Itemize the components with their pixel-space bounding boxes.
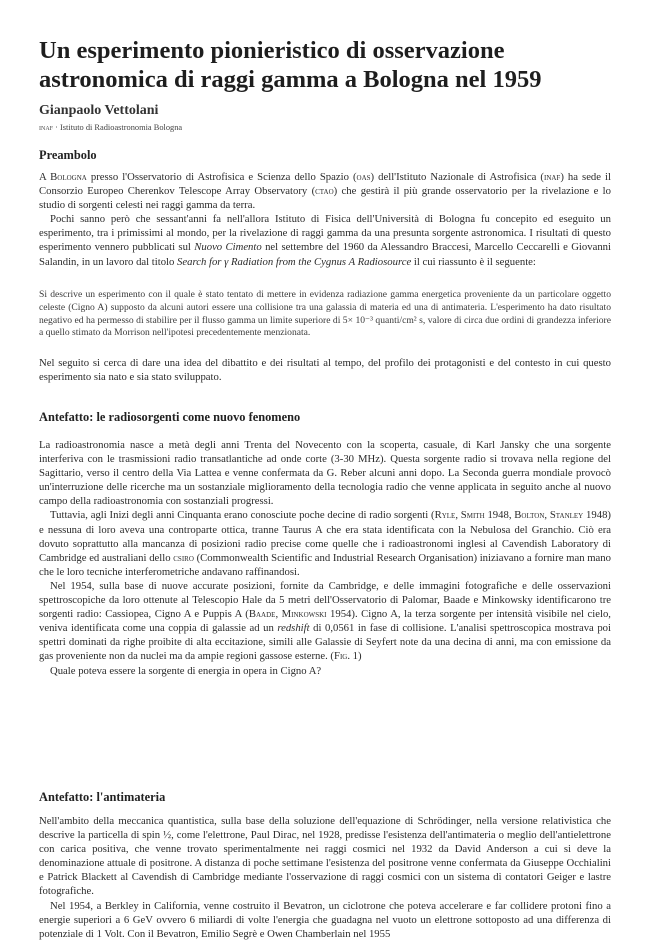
section-heading-antimateria: Antefatto: l'antimateria [39,790,166,804]
text-run: ) ha sede il Consorzio Europeo Cherenkov Telescope Array Observatory ( [39,171,611,198]
text-run: nel settembre del 1960 da Alessandro Braccesi, Marcello Ceccarelli e Giovanni Salandin, in un lavoro dal titolo [39,241,611,268]
text-run: Tuttavia, agli Inizi degli anni Cinquanta erano conosciute poche decine di radio sorgenti ( [50,509,435,522]
author-name: Gianpaolo Vettolani [39,103,159,118]
section-heading-radiosorgenti: Antefatto: le radiosorgenti come nuovo fenomeno [39,410,301,424]
text-run: 1954). Cigno A, la terza sorgente per intensità visibile nel cielo, veniva identificata come una coppia di galassie ad un [39,608,611,635]
section-heading-preambolo: Preambolo [39,148,97,162]
antimateria-body [39,814,611,941]
text-run: 1948) e nessuna di loro aveva una controparte ottica, tranne Taurus A che era stata identificata con la Nebulosa del Granchio. Ciò era dovuto soprattutto alla mancanza di posizioni radio precise come quelle che i radioastronomi inglesi al Cavendish Laboratory di Cambridge ed australiani dello [39,509,611,564]
paragraph [39,170,611,212]
citation: Baade, Minkowski [248,608,327,621]
paragraph [39,579,611,664]
paragraph: Nel 1954, a Berkley in California, venne costruito il Bevatron, un ciclotrone che poteva accelerare e far collidere protoni fino a energie superiori a 6 GeV ovvero 6 miliardi di volte l'energia che guadagna nel vuoto un elettrone sottoposto ad una differenza di potenziale di 1 Volt. Con il Bevatron, Emilio Segrè e Owen Chamberlain nel 1955 [39,899,611,940]
paragraph: Nell'ambito della meccanica quantistica, sulla base della soluzione dell'equazione di Schrödinger, nella versione relativistica che descrive la particella di spin ½, come l'elettrone, Paul Dirac, nel 1928, predisse l'esistenza dell'antimateria o meglio dell'antielettrone con carica positiva, che venne trovato sperimentalmente nei raggi cosmici nel 1932 da David Anderson a cui si deve la denominazione attuale di positrone. A distanza di poche settimane l'esistenza del positrone venne confermata da Giuseppe Occhialini e Patrick Blackett al Cavendish di Cambridge mediante l'osservazione di raggi cosmici con un sistema di contatori Geiger e lastre fotografiche. [39,815,611,898]
abstract-text: Si descrive un esperimento con il quale è stato tentato di mettere in evidenza radiazione gamma energetica proveniente da un particolare oggetto celeste (Cigno A) supposto da alcuni autori essere una collisione tra una galassia di materia ed una di antimateria. L'esperimento ha dato risultato negativo ed ha permesso di stabilire per il flusso gamma un limite superiore di 5× 10⁻³ quanti/cm² s, valore di circa due ordini di grandezza inferiore a quello stimato da Morrison nell'ipotesi precedentemente menzionata. [39,289,611,339]
text-run: 1948, [484,509,515,522]
text-run: Nel 1954, sulla base di nuove accurate posizioni, fornite da Cambridge, e delle immagini fotografiche e delle osservazioni spettroscopiche da loro ottenute al Telescopio Hale da 5 metri dell'Osservatorio di Palomar, Baade e Minkowsky identificarono tre sorgenti radio: Cassiopea, Cigno A e Puppis A ( [39,579,611,621]
paragraph [39,212,611,268]
citation: Bolton, Stanley [514,509,584,522]
text-run: Pochi sanno però che sessant'anni fa nell'allora Istituto di Fisica dell'Università di Bologna fu concepito ed eseguito un esperimento, tra i primissimi al mondo, per la rivelazione di raggi gamma da una presunta sorgente astronomica. I risultati di questo esperimento vennero pubblicati sul [39,213,611,254]
journal-name: Nuovo Cimento [194,241,262,254]
text-run: csiro [173,551,194,564]
text-run: redshift [277,622,310,635]
text-run: inaf [543,171,561,183]
paragraph: Nel seguito si cerca di dare una idea del dibattito e dei risultati al tempo, del profilo dei protagonisti e del contesto in cui questo esperimento sia nato e sia stato sviluppato. [39,357,611,384]
text-run: Bologna [50,171,87,183]
text-run: il cui riassunto è il seguente: [411,255,536,268]
article-title: Un esperimento pionieristico di osservazione astronomica di raggi gamma a Bologna nel 1959 [39,37,542,93]
affiliation-separator: · [53,123,60,132]
radiosorgenti-body [39,438,611,678]
text-run: ) [358,650,362,663]
text-run: presso l'Osservatorio di Astrofisica e Scienza dello Spazio ( [86,171,357,183]
text-run: ctao [315,185,334,198]
figure-reference: Fig. 1 [334,650,359,663]
paragraph: Quale poteva essere la sorgente di energia in opera in Cigno A? [50,664,322,677]
text-run: A [39,171,51,183]
citation: Ryle, Smith [434,509,485,522]
text-run: ) che gestirà il più grande osservatorio per la rivelazione e lo studio di sorgenti celesti nei raggi gamma da terra. [39,185,611,212]
text-run: di 0,0561 in fase di collisione. L'analisi spettroscopica mostrava poi spettri dominati da righe proibite di alta eccitazione, simili alle Galassie di Seyfert note da una decina di anni, ma con emissione da gas proveniente non da nuclei ma da ampie regioni gassose esterne. ( [39,622,611,663]
text-run: oas [356,171,371,183]
author-affiliation [39,123,182,132]
affiliation-org: inaf [39,123,54,132]
paragraph [39,508,611,578]
preambolo-body [39,170,611,269]
preambolo-closing [39,356,611,384]
text-run: (Commonwealth Scientific and Industrial Research Organisation) iniziavano a fornire man mano che le loro tecniche interferometriche andavano raffinandosi. [39,551,611,578]
paragraph: La radioastronomia nasce a metà degli anni Trenta del Novecento con la scoperta, casuale, di Karl Jansky che una sorgente interferiva con le trasmissioni radio transatlantiche ad onde corte (3-30 MHz). Questa sorgente radio si trovava nella regione del Sagittario, verso il centro della Via Lattea e venne confermata da G. Reber alcuni anni dopo. La Seconda guerra mondiale provocò un'interruzione delle ricerche ma un sostanziale miglioramento della tecnologia radio che venne applicata in seguito anche al nuovo campo della radioastronomia con sostanziali progressi. [39,439,611,508]
affiliation-name: Istituto di Radioastronomia Bologna [60,123,183,132]
abstract-quote [39,289,611,340]
text-run: ) dell'Istituto Nazionale di Astrofisica ( [370,171,544,183]
paper-title: Search for γ Radiation from the Cygnus A Radiosource [177,255,412,268]
